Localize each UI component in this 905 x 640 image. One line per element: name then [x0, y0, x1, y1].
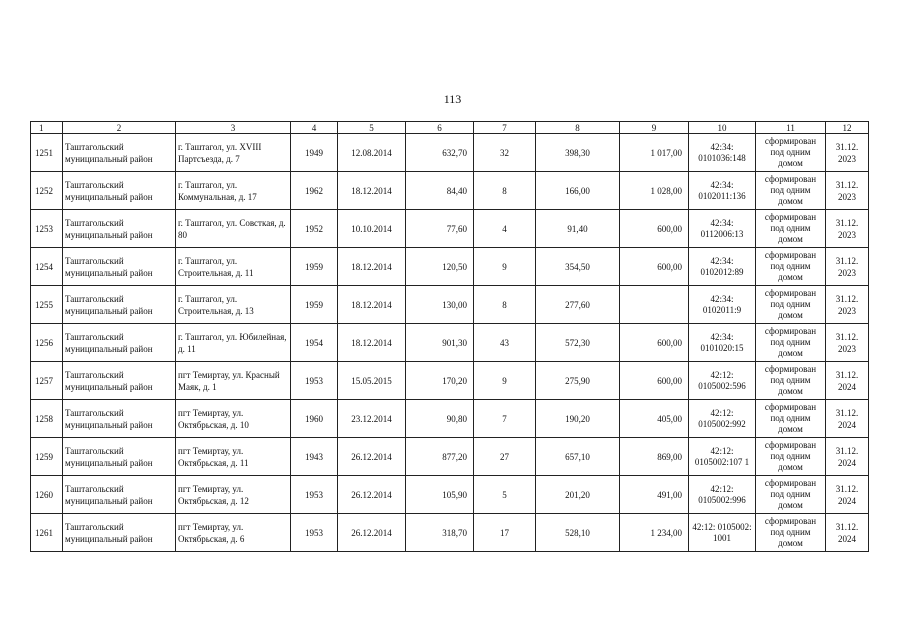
deadline-cell: 31.12. 2023: [826, 134, 869, 172]
cadastral-number-cell: 42:34: 0101020:15: [689, 324, 756, 362]
year-cell: 1953: [291, 514, 338, 552]
column-number: 10: [689, 122, 756, 134]
deadline-cell: 31.12. 2024: [826, 476, 869, 514]
municipality-cell: Таштагольский муниципальный район: [63, 438, 176, 476]
date-cell: 26.12.2014: [338, 514, 406, 552]
status-cell: сформирован под одним домом: [756, 134, 826, 172]
column-number: 6: [406, 122, 474, 134]
table-row: [31, 476, 869, 514]
year-cell: 1960: [291, 400, 338, 438]
row-number-cell: 1254: [31, 248, 63, 286]
area-cell: 105,90: [406, 476, 474, 514]
area-cell: 84,40: [406, 172, 474, 210]
municipality-cell: Таштагольский муниципальный район: [63, 172, 176, 210]
deadline-cell: 31.12. 2024: [826, 514, 869, 552]
area-cell: 77,60: [406, 210, 474, 248]
cadastral-number-cell: 42:12: 0105002: 1001: [689, 514, 756, 552]
cadastral-number-cell: 42:12: 0105002:596: [689, 362, 756, 400]
year-cell: 1959: [291, 248, 338, 286]
land-area-cell: 600,00: [620, 210, 689, 248]
land-area-cell: [620, 286, 689, 324]
residents-cell: 32: [474, 134, 536, 172]
table-row: [31, 324, 869, 362]
deadline-cell: 31.12. 2024: [826, 438, 869, 476]
row-number-cell: 1255: [31, 286, 63, 324]
table-row: [31, 210, 869, 248]
status-cell: сформирован под одним домом: [756, 210, 826, 248]
address-cell: пгт Темиртау, ул. Октябрьская, д. 10: [176, 400, 291, 438]
residents-cell: 9: [474, 248, 536, 286]
status-cell: сформирован под одним домом: [756, 476, 826, 514]
municipality-cell: Таштагольский муниципальный район: [63, 286, 176, 324]
municipality-cell: Таштагольский муниципальный район: [63, 324, 176, 362]
deadline-cell: 31.12. 2023: [826, 210, 869, 248]
date-cell: 18.12.2014: [338, 286, 406, 324]
address-cell: г. Таштагол, ул. Коммунальная, д. 17: [176, 172, 291, 210]
row-number-cell: 1253: [31, 210, 63, 248]
column-number: 11: [756, 122, 826, 134]
date-cell: 18.12.2014: [338, 324, 406, 362]
residents-cell: 27: [474, 438, 536, 476]
municipality-cell: Таштагольский муниципальный район: [63, 248, 176, 286]
living-area-cell: 398,30: [536, 134, 620, 172]
area-cell: 901,30: [406, 324, 474, 362]
address-cell: пгт Темиртау, ул. Октябрьская, д. 12: [176, 476, 291, 514]
residents-cell: 8: [474, 172, 536, 210]
living-area-cell: 166,00: [536, 172, 620, 210]
table-row: [31, 438, 869, 476]
page-number: 113: [443, 92, 462, 106]
address-cell: г. Таштагол, ул. Юбилейная, д. 11: [176, 324, 291, 362]
year-cell: 1959: [291, 286, 338, 324]
address-cell: пгт Темиртау, ул. Октябрьская, д. 11: [176, 438, 291, 476]
status-cell: сформирован под одним домом: [756, 514, 826, 552]
column-number: 2: [63, 122, 176, 134]
table-row: [31, 514, 869, 552]
municipality-cell: Таштагольский муниципальный район: [63, 134, 176, 172]
year-cell: 1953: [291, 476, 338, 514]
living-area-cell: 190,20: [536, 400, 620, 438]
table-body: [31, 122, 869, 552]
table-row: [31, 248, 869, 286]
column-number-row: [31, 122, 869, 134]
cadastral-number-cell: 42:34: 0101036:148: [689, 134, 756, 172]
column-number: 12: [826, 122, 869, 134]
cadastral-number-cell: 42:12: 0105002:992: [689, 400, 756, 438]
land-area-cell: 405,00: [620, 400, 689, 438]
date-cell: 15.05.2015: [338, 362, 406, 400]
date-cell: 18.12.2014: [338, 172, 406, 210]
deadline-cell: 31.12. 2024: [826, 400, 869, 438]
table-row: [31, 286, 869, 324]
area-cell: 120,50: [406, 248, 474, 286]
date-cell: 23.12.2014: [338, 400, 406, 438]
year-cell: 1949: [291, 134, 338, 172]
year-cell: 1953: [291, 362, 338, 400]
status-cell: сформирован под одним домом: [756, 172, 826, 210]
residents-cell: 43: [474, 324, 536, 362]
deadline-cell: 31.12. 2023: [826, 248, 869, 286]
residents-cell: 5: [474, 476, 536, 514]
living-area-cell: 91,40: [536, 210, 620, 248]
deadline-cell: 31.12. 2023: [826, 286, 869, 324]
living-area-cell: 354,50: [536, 248, 620, 286]
living-area-cell: 201,20: [536, 476, 620, 514]
cadastral-number-cell: 42:12: 0105002:996: [689, 476, 756, 514]
living-area-cell: 572,30: [536, 324, 620, 362]
area-cell: 90,80: [406, 400, 474, 438]
column-number: 1: [31, 122, 63, 134]
date-cell: 18.12.2014: [338, 248, 406, 286]
row-number-cell: 1251: [31, 134, 63, 172]
land-area-cell: 600,00: [620, 248, 689, 286]
living-area-cell: 277,60: [536, 286, 620, 324]
date-cell: 26.12.2014: [338, 438, 406, 476]
address-cell: г. Таштагол, ул. XVIII Партсъезда, д. 7: [176, 134, 291, 172]
cadastral-number-cell: 42:34: 0102011:9: [689, 286, 756, 324]
status-cell: сформирован под одним домом: [756, 324, 826, 362]
column-number: 3: [176, 122, 291, 134]
residents-cell: 8: [474, 286, 536, 324]
housing-table: [30, 121, 869, 552]
cadastral-number-cell: 42:34: 0102012:89: [689, 248, 756, 286]
municipality-cell: Таштагольский муниципальный район: [63, 514, 176, 552]
column-number: 7: [474, 122, 536, 134]
table-row: [31, 400, 869, 438]
municipality-cell: Таштагольский муниципальный район: [63, 476, 176, 514]
land-area-cell: 1 234,00: [620, 514, 689, 552]
table-row: [31, 172, 869, 210]
land-area-cell: 1 028,00: [620, 172, 689, 210]
address-cell: пгт Темиртау, ул. Октябрьская, д. 6: [176, 514, 291, 552]
deadline-cell: 31.12. 2023: [826, 324, 869, 362]
status-cell: сформирован под одним домом: [756, 400, 826, 438]
address-cell: пгт Темиртау, ул. Красный Маяк, д. 1: [176, 362, 291, 400]
land-area-cell: 600,00: [620, 324, 689, 362]
deadline-cell: 31.12. 2024: [826, 362, 869, 400]
area-cell: 318,70: [406, 514, 474, 552]
status-cell: сформирован под одним домом: [756, 248, 826, 286]
municipality-cell: Таштагольский муниципальный район: [63, 362, 176, 400]
year-cell: 1943: [291, 438, 338, 476]
row-number-cell: 1259: [31, 438, 63, 476]
land-area-cell: 869,00: [620, 438, 689, 476]
column-number: 9: [620, 122, 689, 134]
residents-cell: 7: [474, 400, 536, 438]
year-cell: 1954: [291, 324, 338, 362]
status-cell: сформирован под одним домом: [756, 286, 826, 324]
residents-cell: 17: [474, 514, 536, 552]
address-cell: г. Таштагол, ул. Строительная, д. 13: [176, 286, 291, 324]
land-area-cell: 1 017,00: [620, 134, 689, 172]
date-cell: 10.10.2014: [338, 210, 406, 248]
residents-cell: 4: [474, 210, 536, 248]
status-cell: сформирован под одним домом: [756, 362, 826, 400]
cadastral-number-cell: 42:12: 0105002:107 1: [689, 438, 756, 476]
cadastral-number-cell: 42:34: 0112006:13: [689, 210, 756, 248]
municipality-cell: Таштагольский муниципальный район: [63, 400, 176, 438]
living-area-cell: 275,90: [536, 362, 620, 400]
column-number: 5: [338, 122, 406, 134]
table-row: [31, 362, 869, 400]
table-row: [31, 134, 869, 172]
row-number-cell: 1257: [31, 362, 63, 400]
residents-cell: 9: [474, 362, 536, 400]
area-cell: 632,70: [406, 134, 474, 172]
land-area-cell: 491,00: [620, 476, 689, 514]
address-cell: г. Таштагол, ул. Совсткая, д. 80: [176, 210, 291, 248]
year-cell: 1952: [291, 210, 338, 248]
year-cell: 1962: [291, 172, 338, 210]
row-number-cell: 1261: [31, 514, 63, 552]
area-cell: 130,00: [406, 286, 474, 324]
area-cell: 877,20: [406, 438, 474, 476]
address-cell: г. Таштагол, ул. Строительная, д. 11: [176, 248, 291, 286]
municipality-cell: Таштагольский муниципальный район: [63, 210, 176, 248]
land-area-cell: 600,00: [620, 362, 689, 400]
row-number-cell: 1252: [31, 172, 63, 210]
row-number-cell: 1256: [31, 324, 63, 362]
area-cell: 170,20: [406, 362, 474, 400]
living-area-cell: 528,10: [536, 514, 620, 552]
living-area-cell: 657,10: [536, 438, 620, 476]
date-cell: 26.12.2014: [338, 476, 406, 514]
status-cell: сформирован под одним домом: [756, 438, 826, 476]
date-cell: 12.08.2014: [338, 134, 406, 172]
row-number-cell: 1260: [31, 476, 63, 514]
row-number-cell: 1258: [31, 400, 63, 438]
deadline-cell: 31.12. 2023: [826, 172, 869, 210]
column-number: 8: [536, 122, 620, 134]
column-number: 4: [291, 122, 338, 134]
cadastral-number-cell: 42:34: 0102011:136: [689, 172, 756, 210]
